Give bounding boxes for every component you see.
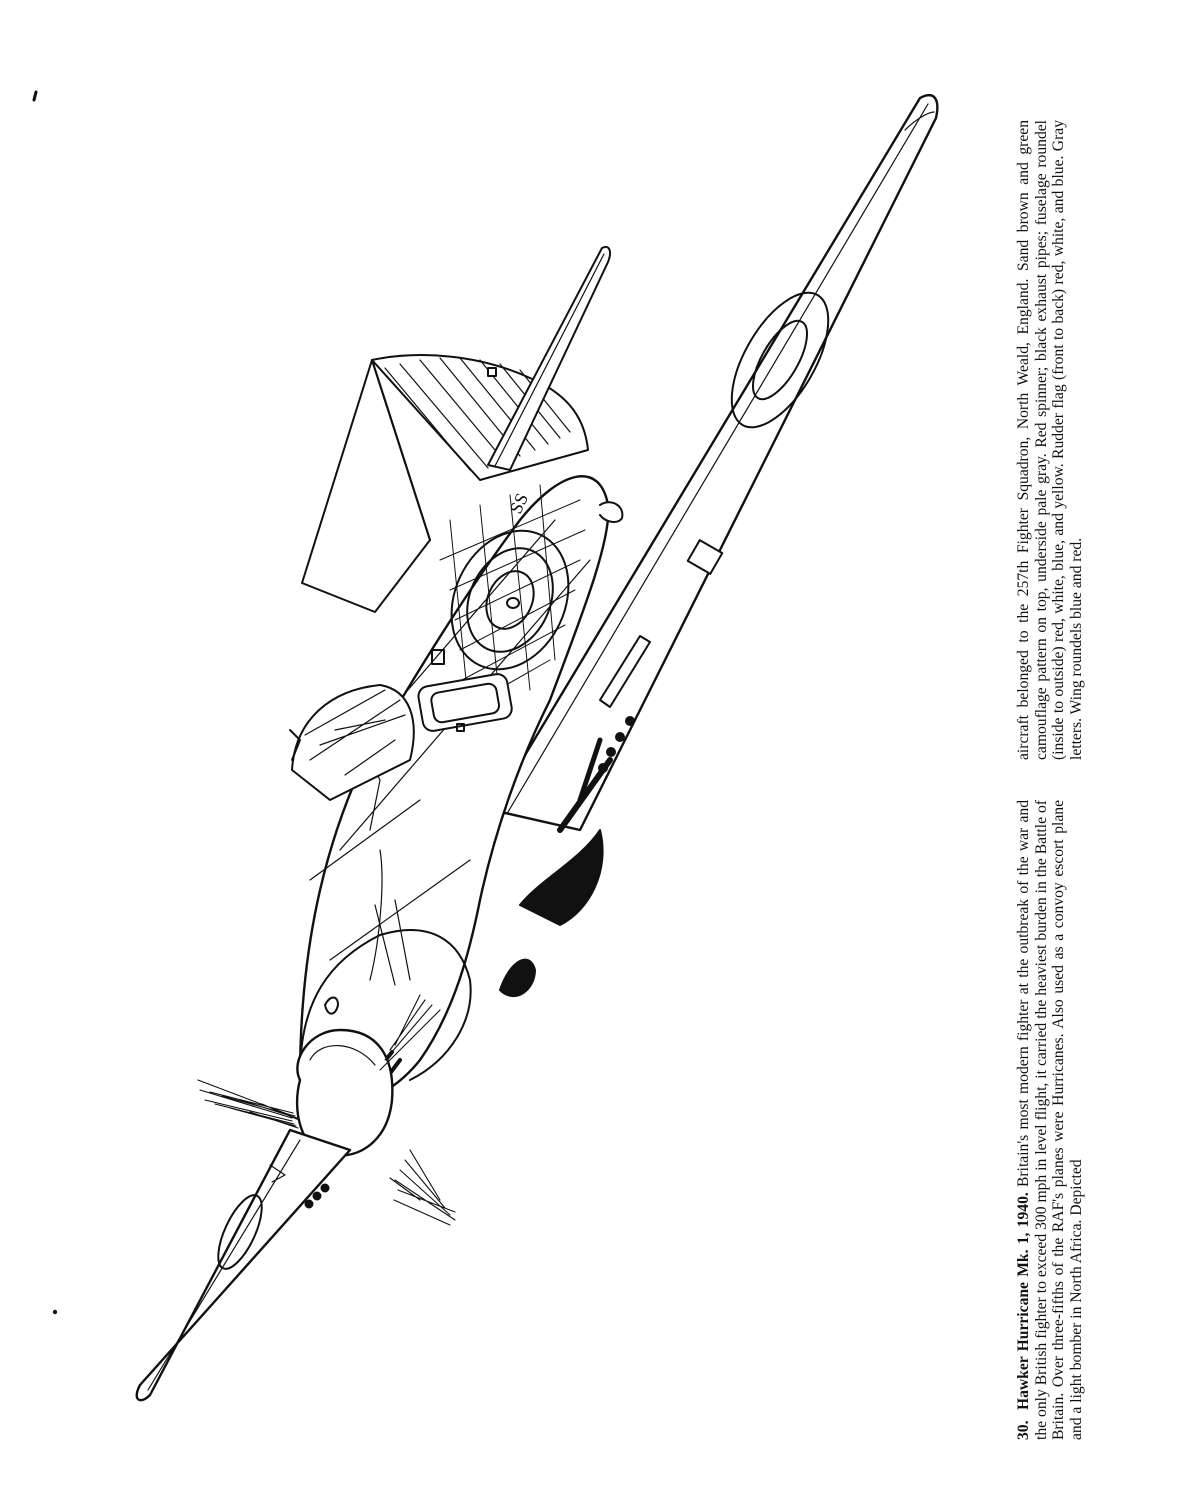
caption-text-2: aircraft belonged to the 257th Fighter Squadron, North Weald, England. Sand brown and green camouflage pattern on top, underside pale gray. Red spinner; black exhaust pipes; fuselage roundel (inside to outside) red, white, blue, and yellow. Rudder flag (front to back) red, white, and blue. Gray letters. Wing roundels blue and red.	[1015, 120, 1085, 760]
stray-mark	[34, 92, 36, 100]
left-wing	[137, 1130, 350, 1400]
radiator	[500, 830, 603, 996]
caption-column-2	[1015, 120, 1085, 760]
plate-number: 30.	[1015, 1420, 1032, 1440]
stray-dot	[54, 1311, 56, 1313]
svg-text:SS: SS	[505, 490, 533, 517]
plate-caption	[1015, 120, 1085, 1440]
right-wing	[492, 95, 937, 830]
plate-title: Hawker Hurricane Mk. 1, 1940.	[1015, 1192, 1032, 1410]
caption-column-1	[1015, 800, 1085, 1440]
caption-text-1: Britain's most modern fighter at the outbreak of the war and the only British fighter to exceed 300 mph in level flight, it carried the heaviest burden in the Battle of Britain. Over three-fifths of the RAF's planes were Hurricanes. Also used as a convoy escort plane and a light bomber in North Africa. Depicted	[1015, 799, 1085, 1440]
